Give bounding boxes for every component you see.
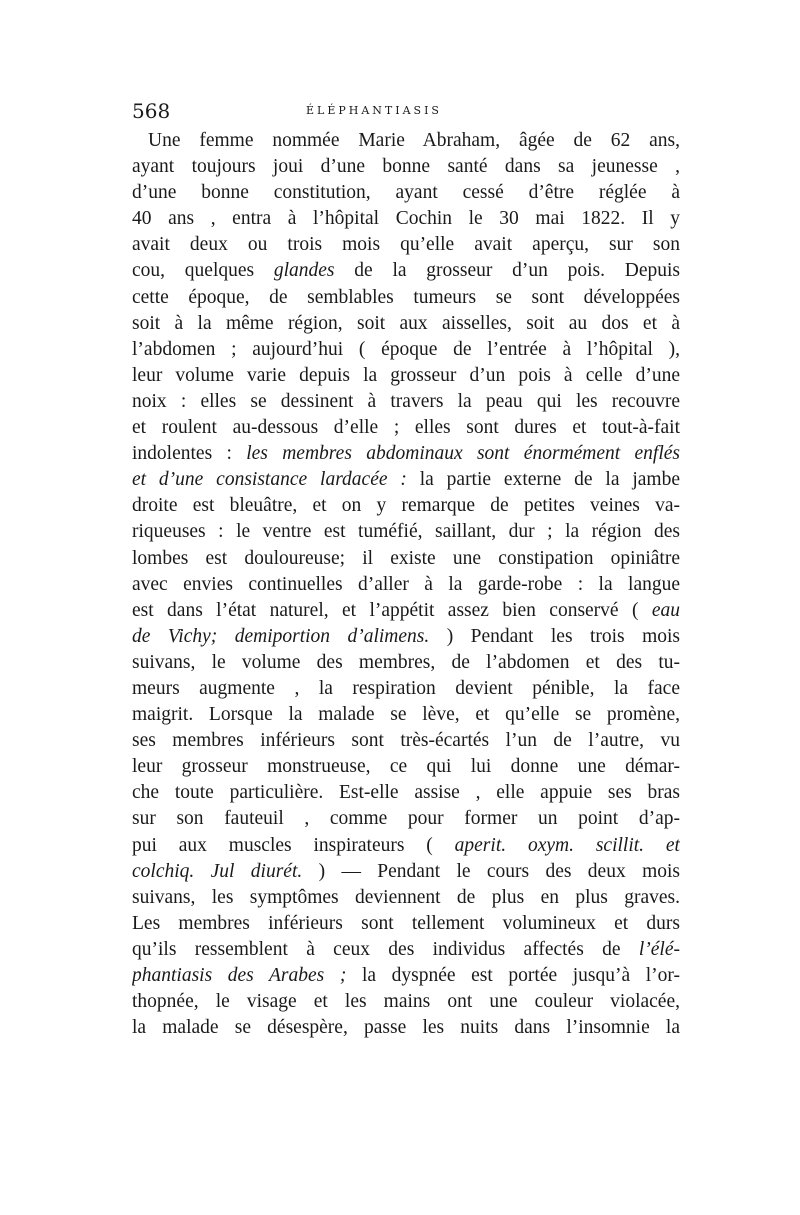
text-line bbox=[132, 258, 680, 284]
text-line bbox=[132, 154, 680, 180]
text-segment: meurs augmente , la respiration devient pénible, la face bbox=[132, 677, 680, 699]
text-line bbox=[132, 1015, 680, 1041]
text-line bbox=[132, 911, 680, 937]
text-line bbox=[132, 702, 680, 728]
page-header bbox=[132, 97, 680, 125]
text-segment: suivans, les symptômes deviennent de plus en plus graves. bbox=[132, 886, 680, 908]
text-segment: lombes est douloureuse; il existe une constipation opiniâtre bbox=[132, 547, 680, 569]
italic-text: et d’une consistance lardacée : bbox=[132, 469, 407, 491]
text-line bbox=[132, 833, 680, 859]
text-line bbox=[132, 285, 680, 311]
text-segment: maigrit. Lorsque la malade se lève, et qu’elle se promène, bbox=[132, 704, 680, 726]
text-segment: de la grosseur d’un pois. Depuis bbox=[334, 260, 680, 282]
text-line bbox=[132, 206, 680, 232]
text-line bbox=[132, 128, 680, 154]
text-segment: et roulent au-dessous d’elle ; elles sont dures et tout-à-fait bbox=[132, 417, 680, 439]
text-line bbox=[132, 780, 680, 806]
text-line bbox=[132, 598, 680, 624]
text-segment: d’une bonne constitution, ayant cessé d’être réglée à bbox=[132, 182, 680, 204]
text-segment: cou, quelques bbox=[132, 260, 274, 282]
text-segment: droite est bleuâtre, et on y remarque de petites veines va- bbox=[132, 495, 680, 517]
text-line bbox=[132, 337, 680, 363]
text-segment: che toute particulière. Est-elle assise , elle appuie ses bras bbox=[132, 782, 680, 804]
text-line bbox=[132, 363, 680, 389]
text-segment: avec envies continuelles d’aller à la garde-robe : la langue bbox=[132, 573, 680, 595]
text-segment: la dyspnée est portée jusqu’à l’or- bbox=[346, 965, 680, 986]
text-line bbox=[132, 180, 680, 206]
text-line bbox=[132, 441, 680, 467]
text-segment: ses membres inférieurs sont très-écartés l’un de l’autre, vu bbox=[132, 730, 680, 752]
text-line bbox=[132, 676, 680, 702]
text-segment: cette époque, de semblables tumeurs se sont développées bbox=[132, 286, 680, 308]
text-segment: la malade se désespère, passe les nuits dans l’insomnie la bbox=[132, 1017, 680, 1039]
text-segment: avait deux ou trois mois qu’elle avait aperçu, sur son bbox=[132, 234, 680, 256]
text-segment: la partie externe de la jambe bbox=[406, 469, 680, 491]
running-head: ÉLÉPHANTIASIS bbox=[306, 104, 442, 117]
text-line bbox=[132, 415, 680, 441]
text-segment: riqueuses : le ventre est tuméfié, saillant, dur ; la région des bbox=[132, 521, 680, 543]
text-segment: soit à la même région, soit aux aisselles, soit au dos et à bbox=[132, 312, 680, 334]
italic-text: les membres abdominaux sont énormément enflés bbox=[246, 443, 680, 465]
text-segment: 40 ans , entra à l’hôpital Cochin le 30 mai 1822. Il y bbox=[132, 208, 680, 230]
italic-text: phantiasis des Arabes ; bbox=[132, 965, 347, 986]
text-segment: noix : elles se dessinent à travers la peau qui les recouvre bbox=[132, 390, 680, 412]
text-line bbox=[132, 859, 680, 885]
text-segment: suivans, le volume des membres, de l’abdomen et des tu- bbox=[132, 651, 680, 673]
text-line bbox=[132, 989, 680, 1015]
text-segment: ) — Pendant le cours des deux mois bbox=[302, 860, 680, 882]
text-line bbox=[132, 493, 680, 519]
text-line bbox=[132, 624, 680, 650]
text-segment: ) Pendant les trois mois bbox=[429, 625, 680, 647]
text-segment: sur son fauteuil , comme pour former un point d’ap- bbox=[132, 808, 680, 830]
text-line bbox=[132, 467, 680, 493]
text-line bbox=[132, 806, 680, 832]
text-segment: thopnée, le visage et les mains ont une couleur violacée, bbox=[132, 991, 680, 1013]
text-segment: pui aux muscles inspirateurs ( bbox=[132, 834, 455, 856]
text-line bbox=[132, 963, 680, 989]
text-line bbox=[132, 572, 680, 598]
text-line bbox=[132, 754, 680, 780]
text-line bbox=[132, 937, 680, 963]
text-line bbox=[132, 650, 680, 676]
text-segment: ayant toujours joui d’une bonne santé dans sa jeunesse , bbox=[132, 156, 680, 178]
page-number: 568 bbox=[132, 99, 171, 123]
italic-text: colchiq. Jul diurét. bbox=[132, 860, 303, 882]
text-line bbox=[132, 885, 680, 911]
text-segment: leur volume varie depuis la grosseur d’un pois à celle d’une bbox=[132, 364, 680, 386]
text-segment: qu’ils ressemblent à ceux des individus affectés de bbox=[132, 938, 639, 960]
text-line bbox=[132, 519, 680, 545]
text-segment: l’abdomen ; aujourd’hui ( époque de l’entrée à l’hôpital ), bbox=[132, 338, 680, 360]
text-segment: leur grosseur monstrueuse, ce qui lui donne une démar- bbox=[132, 756, 680, 778]
text-segment: Une femme nommée Marie Abraham, âgée de 62 ans, bbox=[148, 130, 680, 151]
text-line bbox=[132, 311, 680, 337]
text-segment: est dans l’état naturel, et l’appétit assez bien conservé ( bbox=[132, 599, 652, 621]
body-paragraph bbox=[132, 128, 680, 1041]
italic-text: de Vichy; demiportion d’alimens. bbox=[132, 625, 430, 647]
text-segment: indolentes : bbox=[132, 443, 247, 465]
text-line bbox=[132, 389, 680, 415]
text-segment: Les membres inférieurs sont tellement volumineux et durs bbox=[132, 912, 680, 934]
italic-text: eau bbox=[651, 599, 680, 621]
italic-text: aperit. oxym. scillit. et bbox=[454, 834, 680, 856]
text-line bbox=[132, 728, 680, 754]
italic-text: l’élé- bbox=[638, 938, 680, 960]
text-line bbox=[132, 546, 680, 572]
italic-text: glandes bbox=[273, 260, 335, 282]
text-line bbox=[132, 232, 680, 258]
